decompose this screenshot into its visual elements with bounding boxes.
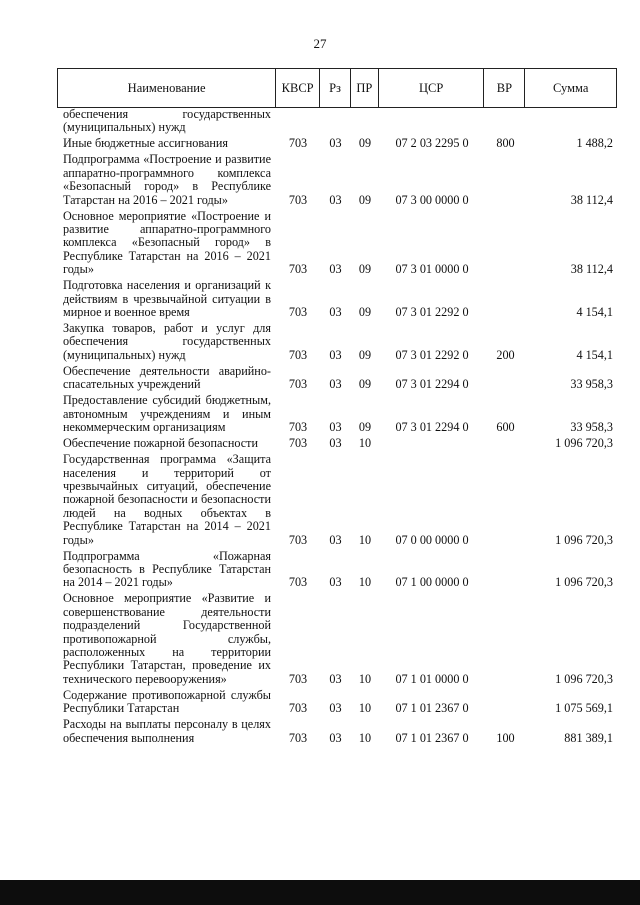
row-kvsr: 703 [288,136,308,151]
row-kvsr: 703 [288,420,308,435]
row-csr: 07 1 01 0000 0 [395,671,469,686]
table-row [57,550,617,590]
row-name: Подготовка населения и организаций к действиям в чрезвычайной ситуации в мирное и военное время [63,278,271,320]
row-sum: 881 389,1 [564,730,613,745]
header-name: Наименование [58,69,276,107]
row-csr: 07 1 01 2367 0 [395,730,469,745]
row-sum: 1 096 720,3 [555,436,613,451]
row-name: Иные бюджетные ассигнования [63,136,229,151]
row-kvsr: 703 [288,671,308,686]
row-pr: 09 [358,262,372,277]
row-vr: 200 [496,347,515,362]
row-rz: 03 [329,262,342,277]
row-sum: 38 112,4 [570,192,613,207]
row-name: Содержание противопожарной службы Республики Татарстан [63,687,271,716]
row-kvsr: 703 [288,305,308,320]
row-rz: 03 [329,377,342,392]
row-pr: 09 [358,305,372,320]
header-rz: Рз [320,69,351,107]
table-header [57,68,617,108]
header-sum: Сумма [552,80,589,95]
row-vr: 100 [496,730,515,745]
row-sum: 1 075 569,1 [555,701,613,716]
table-row [57,718,617,745]
row-sum: 33 958,3 [570,420,613,435]
row-pr: 10 [358,730,372,745]
row-name: Государственная программа «Защита населения и территорий от чрезвычайных ситуаций, обеспечение пожарной безопасности и безопасности людей на водных объектах в Республике Татарстан на 2014 – 2021 годы» [63,452,271,547]
row-rz: 03 [329,192,342,207]
row-sum: 33 958,3 [570,377,613,392]
row-kvsr: 703 [288,377,308,392]
table-row [57,365,617,392]
row-rz: 03 [329,701,342,716]
table-row [57,453,617,547]
row-name: Расходы на выплаты персоналу в целях обеспечения выполнения [63,717,271,745]
header-csr: ЦСР [379,69,485,107]
row-rz: 03 [329,671,342,686]
table-row [57,322,617,362]
row-sum: 38 112,4 [570,262,613,277]
row-rz: 03 [329,575,342,590]
row-csr: 07 3 01 2292 0 [395,305,469,320]
row-pr: 09 [358,136,372,151]
row-csr: 07 0 00 0000 0 [395,532,469,547]
row-sum: 1 096 720,3 [555,532,613,547]
row-csr: 07 2 03 2295 0 [395,136,469,151]
row-kvsr: 703 [288,347,308,362]
table-row [57,592,617,686]
row-csr: 07 3 01 2294 0 [395,377,469,392]
row-csr: 07 3 00 0000 0 [395,192,469,207]
row-sum: 1 096 720,3 [555,575,613,590]
row-pr: 10 [358,671,372,686]
table-row [57,137,617,150]
row-sum: 1 488,2 [576,136,613,151]
row-name: Подпрограмма «Пожарная безопасность в Республике Татарстан на 2014 – 2021 годы» [63,548,271,590]
row-vr: 600 [496,420,515,435]
row-pr: 10 [358,575,372,590]
header-pr: ПР [351,69,379,107]
table-row [57,210,617,277]
row-pr: 10 [358,701,372,716]
table-row [57,108,617,135]
scan-edge-bar [0,880,640,905]
table-body [57,108,617,745]
row-kvsr: 703 [288,730,308,745]
row-csr: 07 3 01 2294 0 [395,420,469,435]
row-csr: 07 3 01 0000 0 [395,262,469,277]
table-row [57,437,617,450]
row-rz: 03 [329,347,342,362]
row-sum: 4 154,1 [576,347,613,362]
row-rz: 03 [329,136,342,151]
row-rz: 03 [329,532,342,547]
row-name: Основное мероприятие «Развитие и совершенствование деятельности подразделений Государственной противопожарной службы, расположенных на территории Республики Татарстан, проведение их технического перевооружения» [63,591,271,686]
row-rz: 03 [329,730,342,745]
row-kvsr: 703 [288,701,308,716]
row-pr: 09 [358,377,372,392]
row-rz: 03 [329,305,342,320]
row-name: Закупка товаров, работ и услуг для обеспечения государственных (муниципальных) нужд [63,321,271,362]
row-name: Обеспечение пожарной безопасности [63,436,259,451]
row-sum: 1 096 720,3 [555,671,613,686]
row-name: обеспечения государственных (муниципальных) нужд [63,107,271,135]
row-rz: 03 [329,436,342,451]
row-name: Предоставление субсидий бюджетным, автономным учреждениям и иным некоммерческим организациям [63,393,271,435]
table-row [57,394,617,434]
header-kvsr: КВСР [276,69,320,107]
row-pr: 09 [358,347,372,362]
row-pr: 09 [358,192,372,207]
row-name: Подпрограмма «Построение и развитие аппаратно-программного комплекса «Безопасный город» в Республике Татарстан на 2016 – 2021 годы» [63,152,271,207]
row-pr: 09 [358,420,372,435]
row-kvsr: 703 [288,575,308,590]
row-name: Основное мероприятие «Построение и развитие аппаратно-программного комплекса «Безопасный город» в Республике Татарстан на 2016 – 2021 годы» [63,208,271,277]
table-row [57,689,617,716]
row-pr: 10 [358,532,372,547]
row-name: Обеспечение деятельности аварийно-спасательных учреждений [63,363,271,392]
row-sum: 4 154,1 [576,305,613,320]
row-vr: 800 [496,136,515,151]
row-kvsr: 703 [288,436,308,451]
row-kvsr: 703 [288,192,308,207]
table-row [57,279,617,319]
header-vr: ВР [484,69,525,107]
row-csr: 07 1 01 2367 0 [395,701,469,716]
row-kvsr: 703 [288,532,308,547]
page-number: 27 [313,36,327,51]
table-row [57,153,617,207]
row-csr: 07 1 00 0000 0 [395,575,469,590]
row-rz: 03 [329,420,342,435]
row-pr: 10 [358,436,372,451]
budget-table [57,68,617,748]
row-csr: 07 3 01 2292 0 [395,347,469,362]
row-kvsr: 703 [288,262,308,277]
